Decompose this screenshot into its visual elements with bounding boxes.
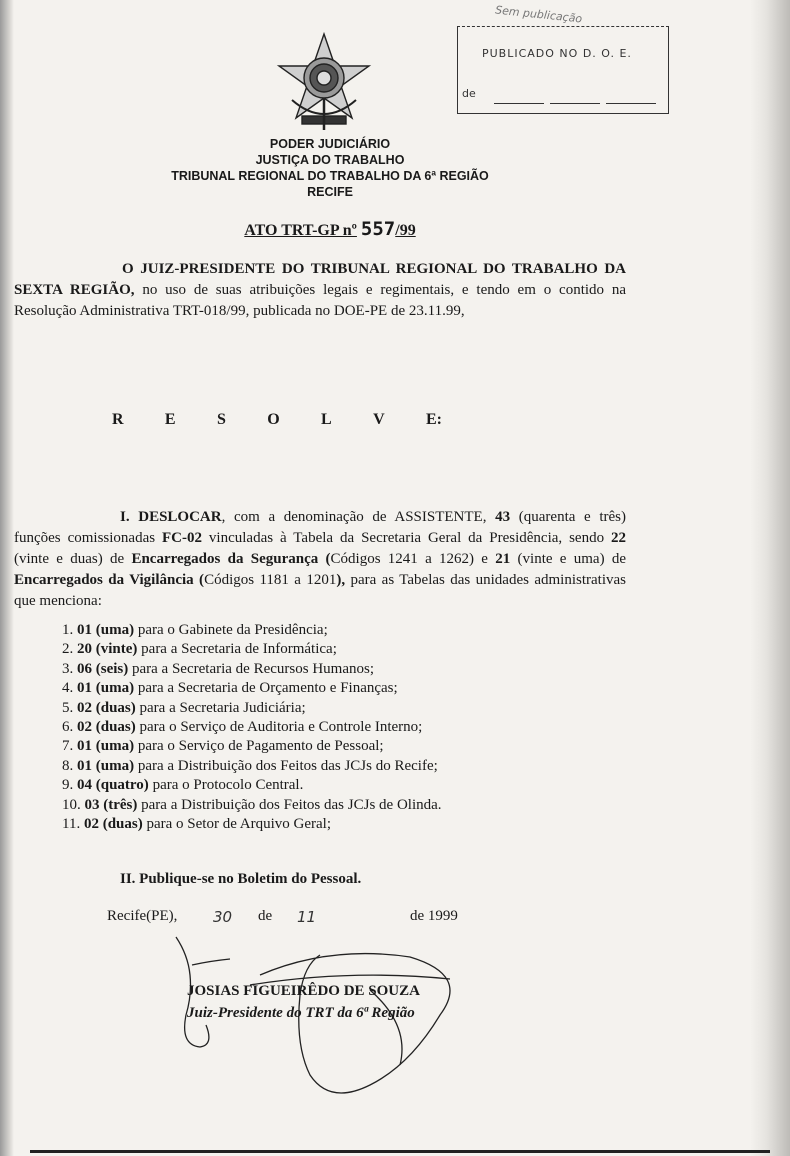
list-destination: para a Distribuição dos Feitos das JCJs de Olinda. (137, 796, 442, 813)
list-item (62, 718, 442, 737)
list-item (62, 796, 442, 815)
text-bold: Encarregados da Segurança ( (131, 551, 331, 567)
list-number: 10. (62, 796, 81, 813)
stamp-date-line (606, 103, 656, 104)
act-number: 557 (360, 218, 396, 240)
list-quantity: 06 (seis) (77, 660, 129, 677)
dateline-year: de 1999 (410, 908, 458, 924)
list-destination: para a Secretaria de Orçamento e Finanças; (134, 680, 398, 697)
preamble-text: no uso de suas atribuições legais e regimentais, e tendo em o contido na Resolução Administrativa TRT-018/99, publicada no DOE-PE de 23.11.99, (14, 282, 627, 319)
header-line-4: RECIFE (307, 185, 353, 199)
list-quantity: 04 (quatro) (77, 777, 149, 794)
signer-role: Juiz-Presidente do TRT da 6ª Região (187, 1005, 415, 1021)
list-destination: para o Gabinete da Presidência; (134, 622, 328, 638)
list-quantity: 02 (duas) (77, 719, 136, 736)
list-item (62, 699, 442, 718)
text: (vinte e uma) de (510, 551, 627, 567)
list-item (62, 621, 442, 640)
list-quantity: 02 (duas) (77, 699, 136, 716)
list-number: 1. (62, 622, 74, 638)
resolve-letter: L (321, 411, 332, 428)
stamp-title: PUBLICADO NO D. O. E. (482, 47, 632, 60)
text-bold: 21 (495, 551, 511, 567)
header-line-3: TRIBUNAL REGIONAL DO TRABALHO DA 6ª REGIÃO (171, 169, 489, 183)
list-destination: para a Secretaria Judiciária; (135, 699, 306, 716)
dateline-de: de (258, 908, 273, 924)
text-bold: 22 (611, 530, 627, 546)
handwritten-note: Sem publicação (494, 3, 583, 26)
coat-of-arms-icon (274, 30, 374, 135)
list-number: 3. (62, 660, 74, 677)
list-quantity: 02 (duas) (83, 816, 143, 833)
resolve-letter: R (112, 411, 124, 428)
text-bold: 43 (495, 509, 511, 525)
header-line-2: JUSTIÇA DO TRABALHO (255, 153, 405, 167)
list-number: 8. (62, 757, 74, 774)
list-item (62, 757, 442, 776)
preamble-authority: O JUIZ-PRESIDENTE DO TRIBUNAL REGIONAL DO TRABALHO DA SEXTA REGIÃO, (14, 261, 626, 298)
resolve-letter: V (373, 411, 385, 428)
text-bold: Encarregados da Vigilância ( (14, 572, 205, 588)
list-number: 9. (62, 777, 74, 794)
text: (quarenta e três) funções comissionadas (14, 509, 626, 546)
list-destination: para a Secretaria de Informática; (137, 641, 337, 658)
preamble (14, 259, 626, 322)
resolve-letter: E: (425, 411, 442, 428)
list-item (62, 815, 442, 834)
list-quantity: 01 (uma) (77, 757, 135, 774)
signer-name: JOSIAS FIGUEIRÊDO DE SOUZA (187, 983, 420, 999)
list-item (62, 640, 442, 659)
list-number: 4. (62, 680, 74, 697)
list-destination: para a Secretaria de Recursos Humanos; (128, 660, 374, 677)
list-destination: para a Distribuição dos Feitos das JCJs do Recife; (134, 757, 438, 774)
list-number: 7. (62, 738, 74, 755)
text-bold: ), (336, 572, 346, 588)
bottom-rule (30, 1150, 770, 1153)
text-bold: FC-02 (162, 530, 202, 546)
text: Códigos 1181 a 1201 (204, 572, 337, 588)
item-1-paragraph (14, 507, 626, 612)
item-1-verb: I. DESLOCAR (120, 509, 222, 525)
list-quantity: 01 (uma) (77, 680, 135, 697)
item-2: II. Publique-se no Boletim do Pessoal. (120, 871, 362, 887)
list-quantity: 01 (uma) (77, 622, 135, 638)
list-quantity: 20 (vinte) (77, 641, 138, 658)
list-number: 5. (62, 699, 74, 716)
resolve-letter: O (267, 411, 280, 428)
act-year: /99 (395, 222, 416, 239)
list-quantity: 01 (uma) (77, 738, 135, 755)
list-destination: para o Serviço de Auditoria e Controle Interno; (135, 719, 423, 736)
list-number: 6. (62, 719, 74, 736)
list-destination: para o Serviço de Pagamento de Pessoal; (134, 738, 384, 755)
stamp-date-line (494, 103, 544, 104)
text: Códigos 1241 a 1262) e (330, 551, 496, 567)
text: para as Tabelas das unidades administrativas que menciona: (14, 572, 626, 609)
list-quantity: 03 (três) (84, 796, 138, 813)
stamp-date-label: de (462, 87, 476, 100)
list-item (62, 737, 442, 756)
act-prefix: ATO TRT-GP nº (244, 222, 357, 239)
list-item (62, 660, 442, 679)
allocation-list (62, 621, 442, 834)
text: vinculadas à Tabela da Secretaria Geral da Presidência, sendo (202, 530, 612, 546)
publication-stamp (457, 26, 669, 114)
scan-edge-right (750, 0, 790, 1156)
dateline-day: 30 (213, 908, 233, 926)
list-destination: para o Setor de Arquivo Geral; (142, 816, 331, 833)
stamp-date-line (550, 103, 600, 104)
resolve-heading (112, 411, 442, 429)
resolve-letter: E (164, 411, 176, 428)
dateline-place: Recife(PE), (107, 908, 178, 924)
list-item (62, 776, 442, 795)
list-number: 2. (62, 641, 74, 658)
list-number: 11. (62, 816, 81, 833)
list-destination: para o Protocolo Central. (148, 777, 304, 794)
act-title (0, 218, 660, 240)
header-line-1: PODER JUDICIÁRIO (269, 137, 391, 151)
dateline-month: 11 (297, 908, 317, 926)
text: , com a denominação de ASSISTENTE, (221, 509, 496, 525)
resolve-letter: S (216, 411, 226, 428)
list-item (62, 679, 442, 698)
text: (vinte e duas) de (14, 551, 132, 567)
